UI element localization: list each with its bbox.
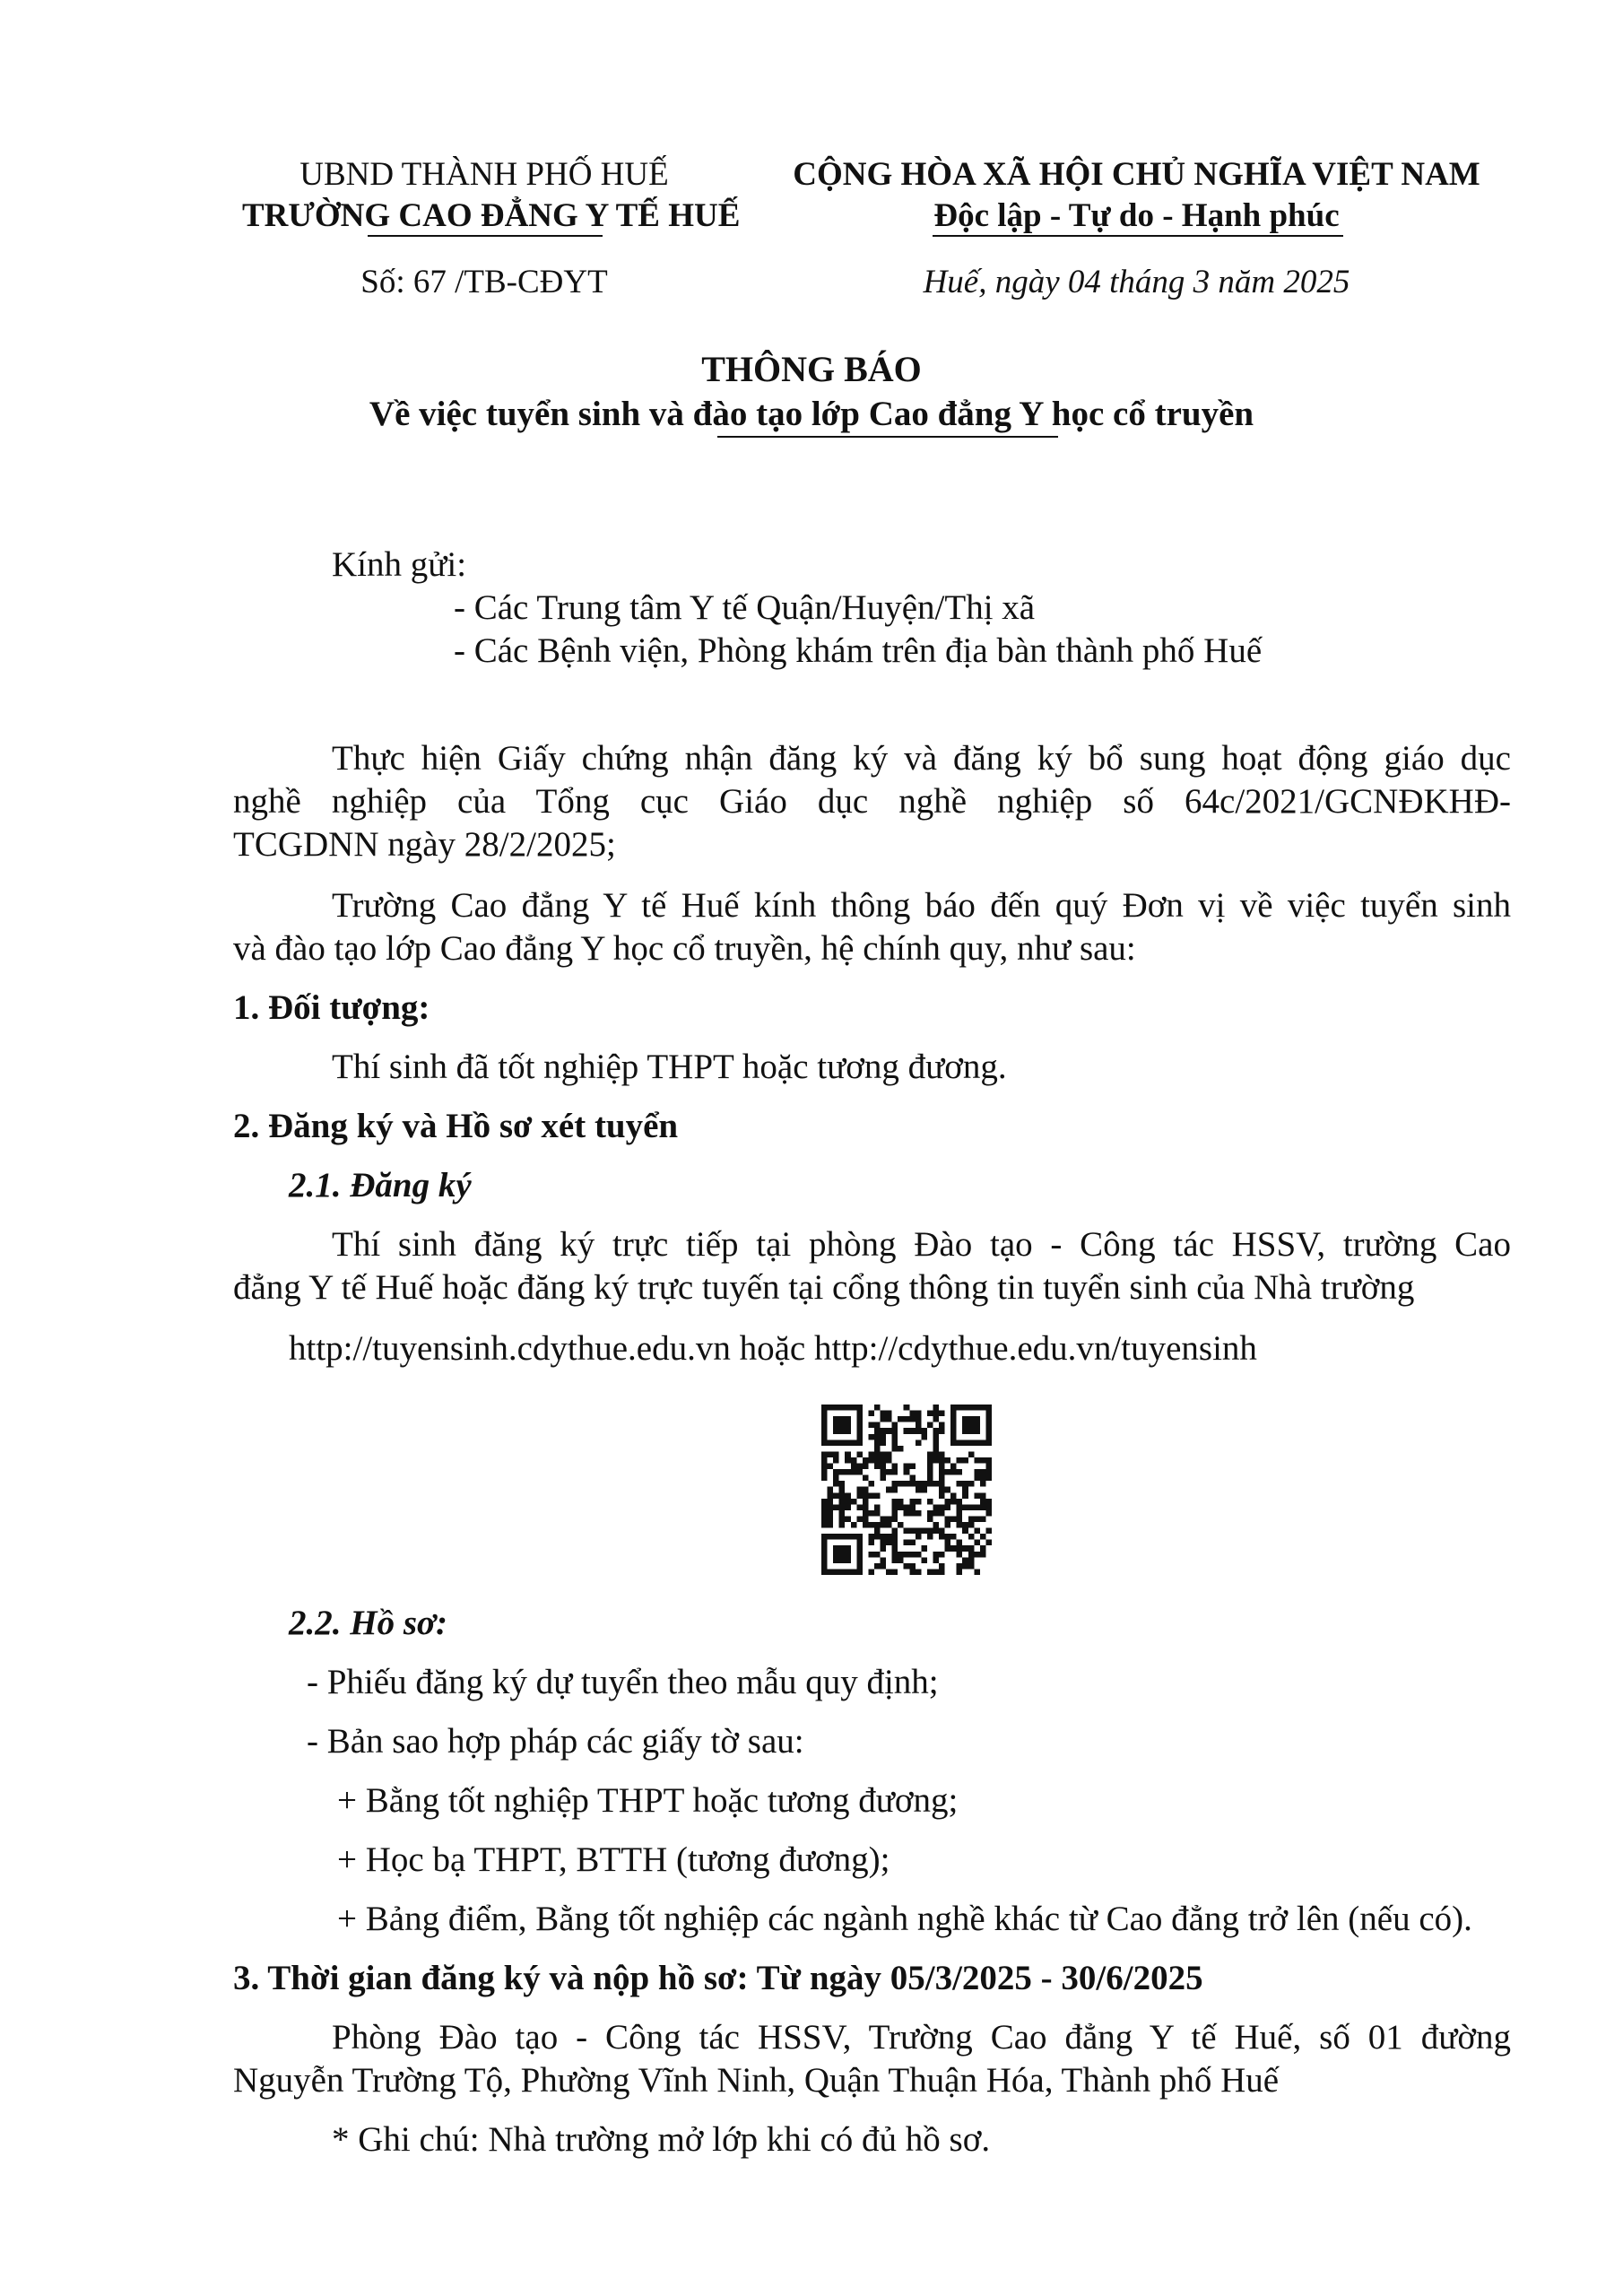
motto: Độc lập - Tự do - Hạnh phúc <box>933 197 1340 234</box>
document-title: THÔNG BÁO <box>701 349 922 389</box>
place-and-date: Huế, ngày 04 tháng 3 năm 2025 <box>923 264 1350 300</box>
document-list-item: - Bản sao hợp pháp các giấy tờ sau: <box>307 1722 804 1761</box>
section-2-1-heading: 2.1. Đăng ký <box>289 1166 472 1205</box>
motto-underline <box>933 235 1343 237</box>
agency-name: UBND THÀNH PHỐ HUẾ <box>299 156 669 193</box>
document-list-item: + Học bạ THPT, BTTH (tương đương); <box>337 1840 890 1879</box>
section-3-line-2: Nguyễn Trường Tộ, Phường Vĩnh Ninh, Quận Thuận Hóa, Thành phố Huế <box>233 2061 1280 2100</box>
document-list-item: + Bằng tốt nghiệp THPT hoặc tương đương; <box>337 1781 959 1820</box>
section-1-heading: 1. Đối tượng: <box>233 988 430 1027</box>
section-2-heading: 2. Đăng ký và Hồ sơ xét tuyển <box>233 1107 679 1145</box>
intro-paragraph-1-line-2: nghề nghiệp của Tổng cục Giáo dục nghề nghiệp số 64c/2021/GCNĐKHĐ- <box>233 782 1511 821</box>
recipient-item: - Các Trung tâm Y tế Quận/Huyện/Thị xã <box>454 588 1036 627</box>
country-name: CỘNG HÒA XÃ HỘI CHỦ NGHĨA VIỆT NAM <box>793 156 1480 193</box>
section-2-1-line-2: đẳng Y tế Huế hoặc đăng ký trực tuyến tại cổng thông tin tuyển sinh của Nhà trường <box>233 1268 1415 1307</box>
section-2-1-line-1: Thí sinh đăng ký trực tiếp tại phòng Đào tạo - Công tác HSSV, trường Cao <box>332 1225 1511 1264</box>
recipients-label: Kính gửi: <box>332 545 467 584</box>
intro-paragraph-2-line-2: và đào tạo lớp Cao đẳng Y học cổ truyền, hệ chính quy, như sau: <box>233 929 1136 968</box>
recipient-item: - Các Bệnh viện, Phòng khám trên địa bàn thành phố Huế <box>454 631 1263 670</box>
section-1-text: Thí sinh đã tốt nghiệp THPT hoặc tương đương. <box>332 1048 1007 1086</box>
document-list-item: + Bảng điểm, Bằng tốt nghiệp các ngành nghề khác từ Cao đẳng trở lên (nếu có). <box>337 1900 1472 1938</box>
document-list-item: - Phiếu đăng ký dự tuyển theo mẫu quy định; <box>307 1663 939 1701</box>
section-3-note: * Ghi chú: Nhà trường mở lớp khi có đủ hồ sơ. <box>332 2120 991 2159</box>
document-subtitle: Về việc tuyển sinh và đào tạo lớp Cao đẳng Y học cổ truyền <box>369 395 1254 433</box>
subtitle-underline <box>717 436 1058 438</box>
intro-paragraph-2-line-1: Trường Cao đẳng Y tế Huế kính thông báo đến quý Đơn vị về việc tuyển sinh <box>332 886 1511 925</box>
section-3-line-1: Phòng Đào tạo - Công tác HSSV, Trường Cao đẳng Y tế Huế, số 01 đường <box>332 2018 1511 2057</box>
section-3-heading: 3. Thời gian đăng ký và nộp hồ sơ: Từ ngày 05/3/2025 - 30/6/2025 <box>233 1959 1203 1997</box>
qr-code-icon[interactable] <box>821 1405 992 1575</box>
registration-links[interactable]: http://tuyensinh.cdythue.edu.vn hoặc http://cdythue.edu.vn/tuyensinh <box>289 1329 1257 1368</box>
section-2-2-heading: 2.2. Hồ sơ: <box>289 1604 447 1642</box>
document-number: Số: 67 /TB-CĐYT <box>360 264 608 300</box>
intro-paragraph-1-line-3: TCGDNN ngày 28/2/2025; <box>233 825 616 864</box>
intro-paragraph-1-line-1: Thực hiện Giấy chứng nhận đăng ký và đăng ký bổ sung hoạt động giáo dục <box>332 739 1511 778</box>
school-name: TRƯỜNG CAO ĐẲNG Y TẾ HUẾ <box>242 197 741 234</box>
school-name-underline <box>368 235 603 237</box>
